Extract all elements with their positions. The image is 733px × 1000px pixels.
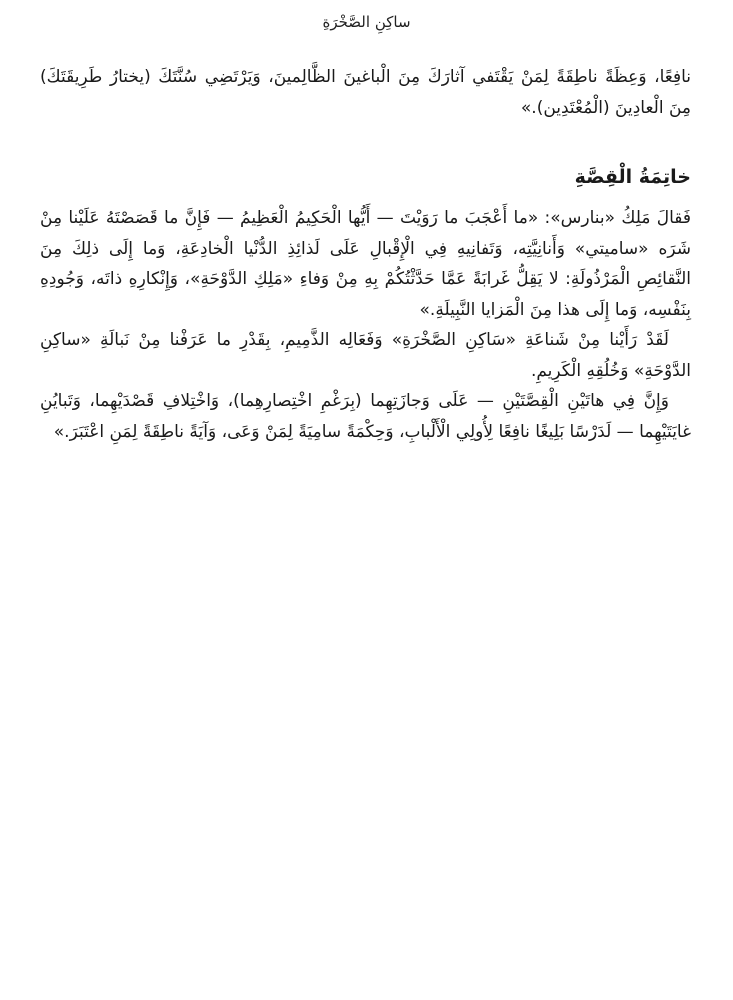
running-header-title: ساكِنِ الصَّخْرَةِ [322, 13, 411, 31]
story-paragraph-3: وَإِنَّ فِي هاتَيْنِ الْقِصَّتَيْنِ — عَلَى وَجازَتِهِما (بِرَغْمِ اخْتِصارِهِما)، وَاخْتِلافِ قَصْدَيْهِما، وَتَبايُنِ غايَتَيْهِما — لَدَرْسًا بَلِيغًا نافِعًا لِأُولِي الْأَلْبابِ، وَحِكْمَةً سامِيَةً لِمَنْ وَعَى، وَآيَةً ناطِقَةً لِمَنِ اعْتَبَرَ.» [40, 391, 691, 442]
page-body [40, 62, 691, 447]
story-paragraph-1: فَقالَ مَلِكُ «بنارس»: «ما أَعْجَبَ ما رَوَيْتَ — أَيُّها الْحَكِيمُ الْعَظِيمُ — فَإِنَّ ما قَصَصْتَهُ عَلَيْنا مِنْ شَرَه «ساميتي» وَأَنانِيَّتِه، وَتَفانِيهِ فِي الْإِقْبالِ عَلَى لَذائِذِ الدُّنْيا الْخادِعَةِ، وَما إِلَى ذلِكَ مِنَ النَّقائِصِ الْمَرْذُولَةِ: لا يَقِلُّ غَرابَةً عَمَّا حَدَّثْتُكُمْ بِهِ مِنْ وَفاءِ «مَلِكِ الدَّوْحَةِ»، وَإِنْكارِهِ ذاتَه، وَجُودِهِ بِنَفْسِه، وَما إِلَى هذا مِنَ الْمَزايا النَّبِيلَةِ.» [40, 208, 691, 320]
story-paragraph-2: لَقَدْ رَأَيْنا مِنْ شَناعَةِ «سَاكِنِ الصَّخْرَةِ» وَفَعَالِه الذَّمِيمِ، بِقَدْرِ ما عَرَفْنا مِنْ نَبالَةِ «ساكِنِ الدَّوْحَةِ» وَخُلُقِهِ الْكَرِيمِ. [40, 330, 691, 381]
section-heading: خاتِمَةُ الْقِصَّةِ [574, 166, 691, 188]
intro-paragraph: نافِعًا، وَعِظَةً ناطِقَةً لِمَنْ يَقْتَفي آثارَكَ مِنَ الْباغينَ الظَّالِمينَ، وَيَرْتَضِي سُنَّتَكَ (يختارُ طَرِيقَتَكَ) مِنَ الْعادِينَ (الْمُعْتَدِين).» [40, 67, 691, 118]
